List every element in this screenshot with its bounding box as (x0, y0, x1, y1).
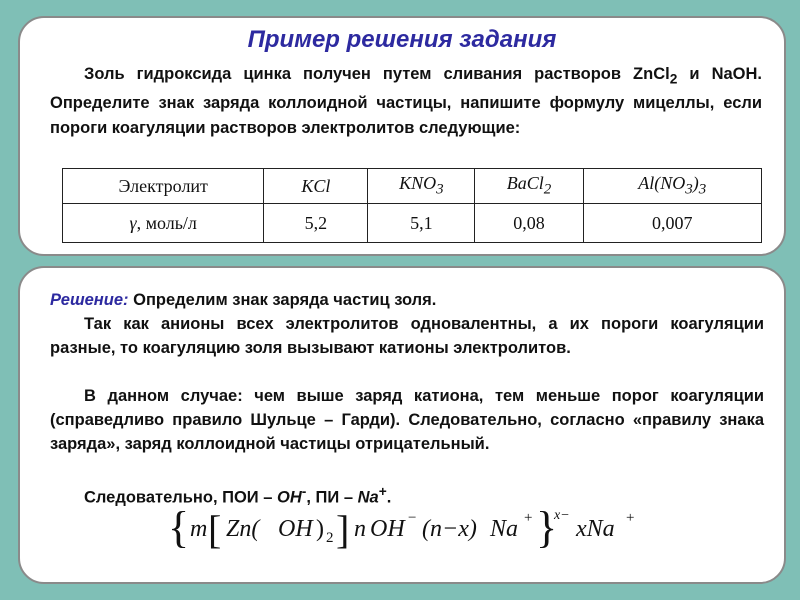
solution-line1: Решение: Определим знак заряда частиц золя. (50, 291, 437, 309)
gamma-unit: , моль/л (136, 212, 197, 233)
task-panel (18, 16, 786, 256)
micelle-formula (168, 503, 668, 562)
gamma-symbol: γ (129, 212, 137, 233)
formula-open-brace: { (168, 503, 190, 552)
formula-na: Na (490, 516, 519, 542)
header-kcl: KCl (264, 169, 368, 204)
formula-zn: Zn( (226, 516, 260, 542)
value-alno33: 0,007 (583, 204, 761, 243)
ion-na: Na (357, 488, 379, 507)
solution-paragraph-1: Так как анионы всех электролитов одновалентны, а их пороги коагуляции разные, то коагуляцию золя вызывают катионы электролитов. (50, 315, 764, 357)
formula-oh: OH (278, 516, 313, 542)
solution-paragraph-2: В данном случае: чем выше заряд катиона, тем меньше порог коагуляции (справедливо правило Шульце – Гарди). Следовательно, согласно «правилу знака заряда», заряд коллоидной частицы отрицательный. (50, 387, 764, 453)
value-kno3: 5,1 (368, 204, 475, 243)
header-kno3: $KNO_3$ (368, 169, 475, 204)
table-row (63, 204, 762, 243)
header-alno33: $Al(NO_3)_3$ (583, 169, 761, 204)
formula-zncl-sub: 2 (669, 71, 678, 87)
formula-sub2: 2 (326, 530, 334, 546)
slide-title: Пример решения задания (247, 26, 557, 53)
row-label-electrolyte: Электролит (63, 169, 264, 204)
task-text-part3: . Определите знак заряда коллоидной частицы, напишите формулу мицеллы, если пороги коагуляции растворов электролитов следующие: (50, 65, 762, 138)
formula-naoh: NaOH (711, 65, 758, 83)
ion-oh: OH (277, 488, 302, 507)
formula-minus-sup: − (408, 510, 417, 526)
value-kcl: 5,2 (264, 204, 368, 243)
formula-charge: x− (554, 508, 570, 523)
formula-xna: xNa (576, 516, 615, 542)
formula-plus-sup: + (524, 510, 533, 526)
formula-nx: (n−x) (422, 516, 477, 542)
solution-label: Решение: (50, 291, 129, 309)
formula-rparen: ) (316, 516, 324, 542)
task-text (50, 62, 762, 141)
formula-lbracket: [ (208, 507, 222, 552)
formula-rbracket: ] (336, 507, 350, 552)
formula-n: n (354, 516, 366, 542)
solution-paragraph-3: Следовательно, ПОИ – OH-, ПИ – Na+. (84, 484, 392, 507)
formula-close-brace: } (536, 503, 558, 552)
task-text-part1: Золь гидроксида цинка получен путем сливания растворов (84, 65, 634, 83)
value-bacl2: 0,08 (475, 204, 583, 243)
formula-zncl: ZnCl (633, 65, 670, 83)
formula-oh2: OH (370, 516, 405, 542)
header-bacl2: BaCl$_2$ (475, 169, 583, 204)
task-text-part2: и (677, 65, 712, 83)
electrolyte-table (62, 168, 762, 243)
formula-plus-sup2: + (626, 510, 635, 526)
row-label-gamma (63, 204, 264, 243)
formula-m: m (190, 516, 208, 542)
solution-panel (18, 266, 786, 584)
table-header-row (63, 169, 762, 204)
